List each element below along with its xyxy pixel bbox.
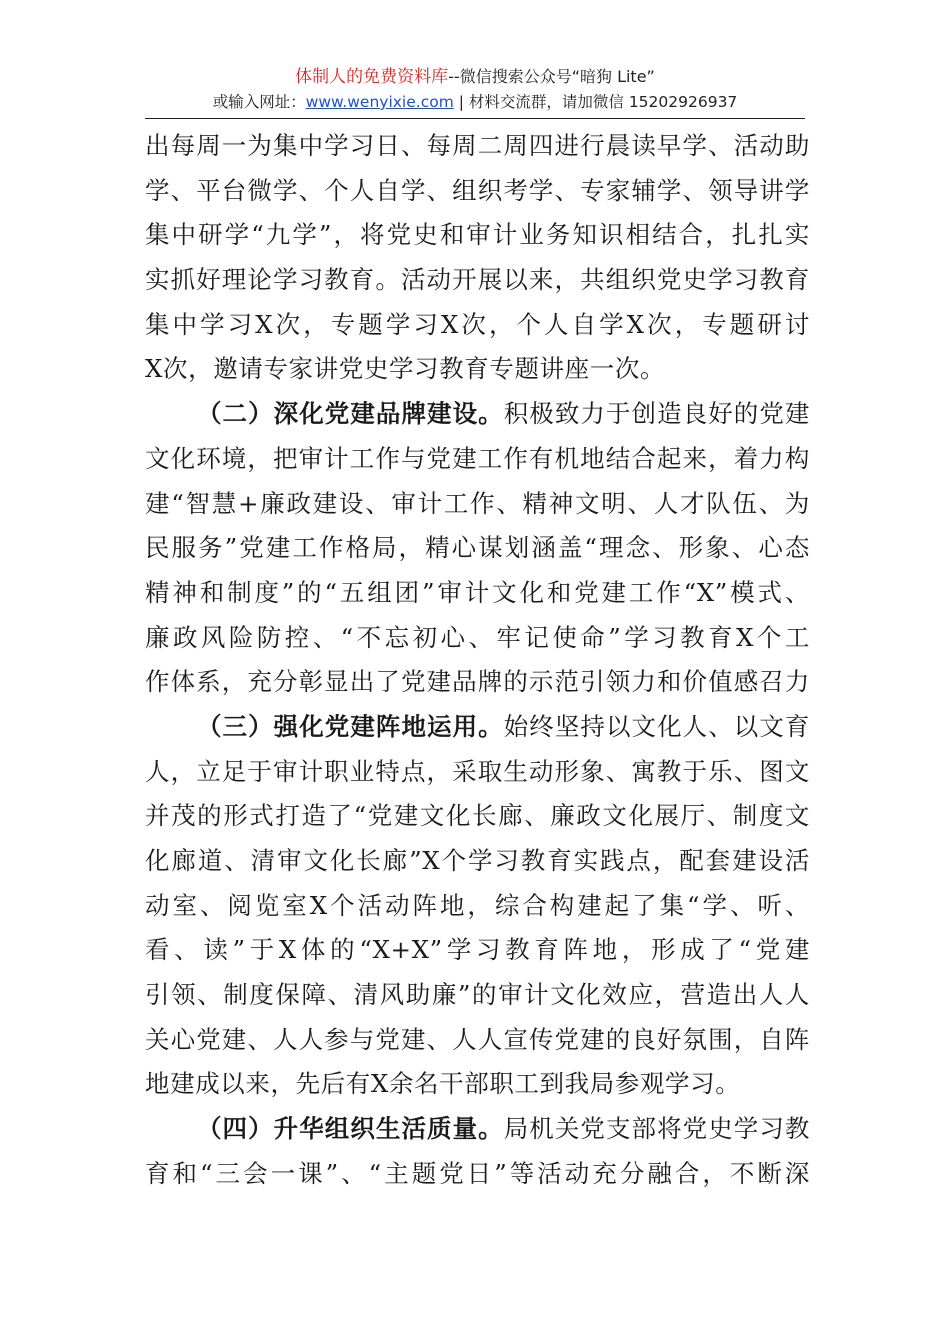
body-line: 人，立足于审计职业特点，采取生动形象、寓教于乐、图文 xyxy=(145,756,810,786)
body-line: 动室、阅览室X个活动阵地，综合构建起了集“学、听、 xyxy=(145,890,810,920)
section-heading-line: （二）深化党建品牌建设。积极致力于创造良好的党建 xyxy=(197,399,810,429)
body-line: 建“智慧+廉政建设、审计工作、精神文明、人才队伍、为 xyxy=(145,488,810,518)
search-prompt: --微信搜索公众号“暗狗 Lite” xyxy=(448,67,655,86)
section-heading-line: （四）升华组织生活质量。局机关党支部将党史学习教 xyxy=(197,1114,810,1144)
header-divider xyxy=(145,118,805,119)
body-line: 并茂的形式打造了“党建文化长廊、廉政文化展厅、制度文 xyxy=(145,801,810,831)
body-line: 关心党建、人人参与党建、人人宣传党建的良好氛围，自阵 xyxy=(145,1024,810,1054)
website-link[interactable]: www.wenyixie.com xyxy=(305,93,454,111)
contact-info: | 材料交流群，请加微信 15202926937 xyxy=(453,93,738,111)
section-heading-line: （三）强化党建阵地运用。始终坚持以文化人、以文育 xyxy=(197,711,810,741)
body-line: 精神和制度”的“五组团”审计文化和党建工作“X”模式、 xyxy=(145,577,810,607)
section-heading: （二）深化党建品牌建设。 xyxy=(197,399,504,429)
body-line: 引领、制度保障、清风助廉”的审计文化效应，营造出人人 xyxy=(145,980,810,1010)
body-line: 集中学习X次，专题学习X次，个人自学X次，专题研讨 xyxy=(145,309,810,339)
body-line: 民服务”党建工作格局，精心谋划涵盖“理念、形象、心态 xyxy=(145,533,810,563)
page-header xyxy=(145,66,805,113)
body-line: 出每周一为集中学习日、每周二周四进行晨读早学、活动助 xyxy=(145,131,810,160)
body-line: 地建成以来，先后有X余名干部职工到我局参观学习。 xyxy=(145,1069,741,1099)
section-heading: （三）强化党建阵地运用。 xyxy=(197,711,504,741)
body-line: 作体系，充分彰显出了党建品牌的示范引领力和价值感召力 xyxy=(145,667,810,697)
body-line: 学、平台微学、个人自学、组织考学、专家辅学、领导讲学 xyxy=(145,175,810,205)
body-line: 育和“三会一课”、“主题党日”等活动充分融合，不断深 xyxy=(145,1158,810,1188)
body-line: 实抓好理论学习教育。活动开展以来，共组织党史学习教育 xyxy=(145,265,810,295)
body-line: 廉政风险防控、“不忘初心、牢记使命”学习教育X个工 xyxy=(145,622,810,652)
body-line: 化廊道、清审文化长廊”X个学习教育实践点，配套建设活 xyxy=(145,846,810,875)
header-contact-line xyxy=(145,91,805,113)
site-name: 体制人的免费资料库 xyxy=(295,67,449,87)
document-body xyxy=(145,124,810,1197)
url-label: 或输入网址： xyxy=(212,93,306,111)
body-line: 集中研学“九学”，将党史和审计业务知识相结合，扎扎实 xyxy=(145,220,810,250)
body-line: 看、读”于X体的“X+X”学习教育阵地，形成了“党建 xyxy=(145,935,810,965)
section-heading: （四）升华组织生活质量。 xyxy=(197,1114,504,1144)
body-line: 文化环境，把审计工作与党建工作有机地结合起来，着力构 xyxy=(145,443,810,473)
header-banner xyxy=(145,66,805,88)
body-line: X次，邀请专家讲党史学习教育专题讲座一次。 xyxy=(145,354,666,384)
